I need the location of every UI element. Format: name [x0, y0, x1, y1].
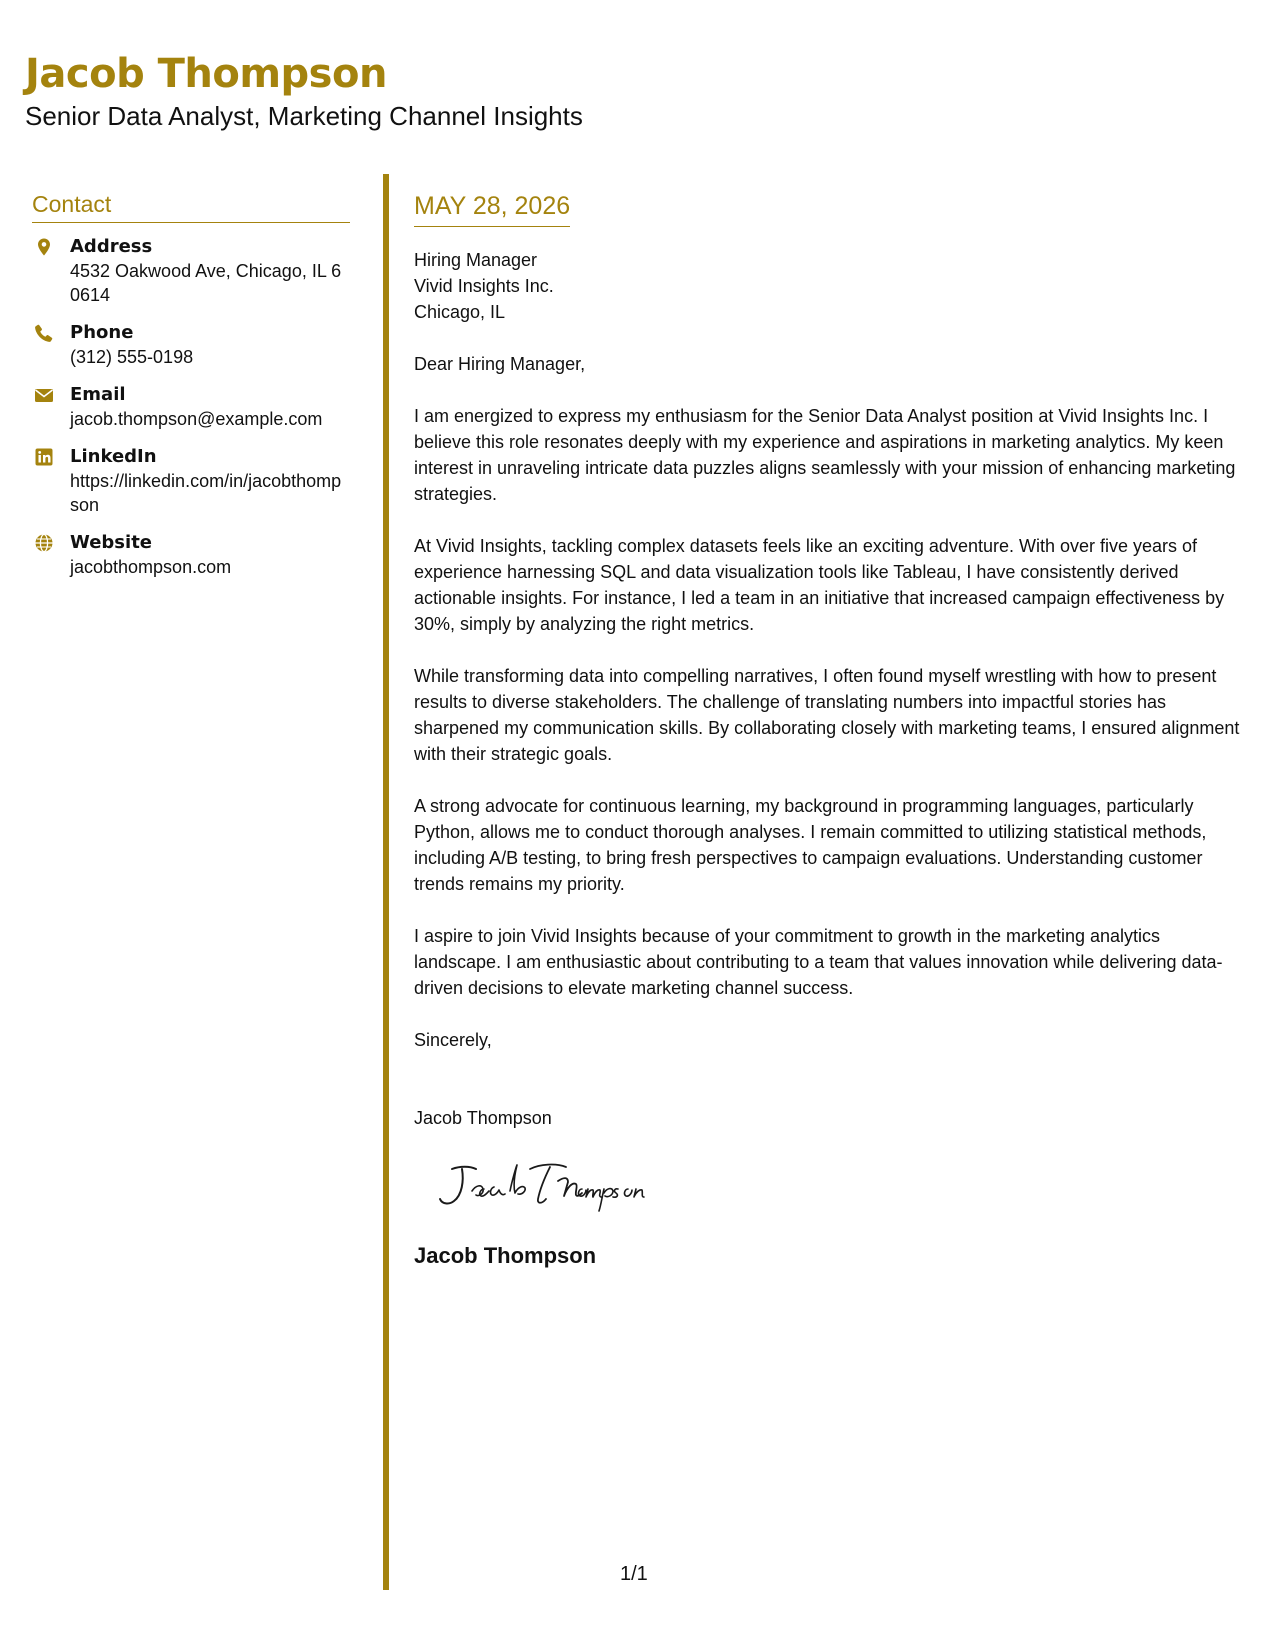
body-paragraph: I aspire to join Vivid Insights because of your commitment to growth in the marketing analytics landscape. I am enthusiastic about contributing to a team that values innovation while delivering data-driven decisions to elevate marketing channel success.	[414, 926, 1223, 998]
letter-header	[25, 50, 583, 132]
body-paragraph: While transforming data into compelling narratives, I often found myself wrestling with how to present results to diverse stakeholders. The challenge of translating numbers into impactful stories has sharpened my communication skills. By collaborating closely with marketing teams, I ensured alignment with their strategic goals.	[414, 666, 1240, 764]
contact-website-value[interactable]: jacobthompson.com	[70, 557, 232, 577]
contact-label: Phone	[70, 322, 134, 343]
globe-icon	[34, 533, 54, 553]
linkedin-icon	[34, 447, 54, 467]
contact-item-address	[32, 235, 350, 307]
contact-heading: Contact	[32, 190, 350, 223]
body-paragraph: I am energized to express my enthusiasm for the Senior Data Analyst position at Vivid Insights Inc. I believe this role resonates deeply with my experience and aspirations in marketing analytics. My keen interest in unraveling intricate data puzzles aligns seamlessly with your mission of enhancing marketing strategies.	[414, 406, 1236, 504]
contact-list	[32, 235, 350, 579]
contact-phone-value: (312) 555-0198	[70, 347, 194, 367]
body-paragraph: A strong advocate for continuous learning, my background in programming languages, particularly Python, allows me to conduct thorough analyses. I remain committed to utilizing statistical methods, including A/B testing, to bring fresh perspectives to campaign evaluations. Understanding customer trends remains my priority.	[414, 796, 1207, 894]
vertical-divider	[383, 174, 389, 1590]
applicant-name: Jacob Thompson	[25, 51, 387, 97]
recipient-line: Vivid Insights Inc.	[414, 276, 554, 296]
contact-label: Email	[70, 384, 126, 405]
contact-address-value: 4532 Oakwood Ave, Chicago, IL 60614	[70, 261, 342, 305]
letter-body	[414, 190, 1244, 1270]
handwritten-signature	[422, 1155, 682, 1215]
applicant-title: Senior Data Analyst, Marketing Channel Insights	[25, 101, 583, 131]
contact-label: Website	[70, 532, 153, 553]
salutation: Dear Hiring Manager,	[414, 354, 586, 374]
contact-label: Address	[70, 236, 153, 257]
recipient-line: Hiring Manager	[414, 250, 538, 270]
contact-sidebar	[32, 190, 350, 593]
contact-item-email	[32, 383, 350, 431]
recipient-block	[414, 247, 1244, 325]
contact-item-linkedin	[32, 445, 350, 517]
contact-label: LinkedIn	[70, 446, 157, 467]
contact-item-website	[32, 531, 350, 579]
recipient-line: Chicago, IL	[414, 302, 506, 322]
signature-name: Jacob Thompson	[414, 1243, 597, 1268]
contact-item-phone	[32, 321, 350, 369]
contact-linkedin-value[interactable]: https://linkedin.com/in/jacobthompson	[70, 471, 342, 515]
printed-name: Jacob Thompson	[414, 1108, 552, 1128]
closing: Sincerely,	[414, 1030, 492, 1050]
map-pin-icon	[34, 237, 54, 257]
page-number: 1/1	[620, 1563, 648, 1585]
body-paragraph: At Vivid Insights, tackling complex datasets feels like an exciting adventure. With over five years of experience harnessing SQL and data visualization tools like Tableau, I have consistently derived actionable insights. For instance, I led a team in an initiative that increased campaign effectiveness by 30%, simply by analyzing the right metrics.	[414, 536, 1225, 634]
envelope-icon	[34, 385, 54, 405]
letter-date: MAY 28, 2026	[414, 190, 570, 227]
phone-icon	[34, 323, 54, 343]
contact-email-value[interactable]: jacob.thompson@example.com	[70, 409, 323, 429]
